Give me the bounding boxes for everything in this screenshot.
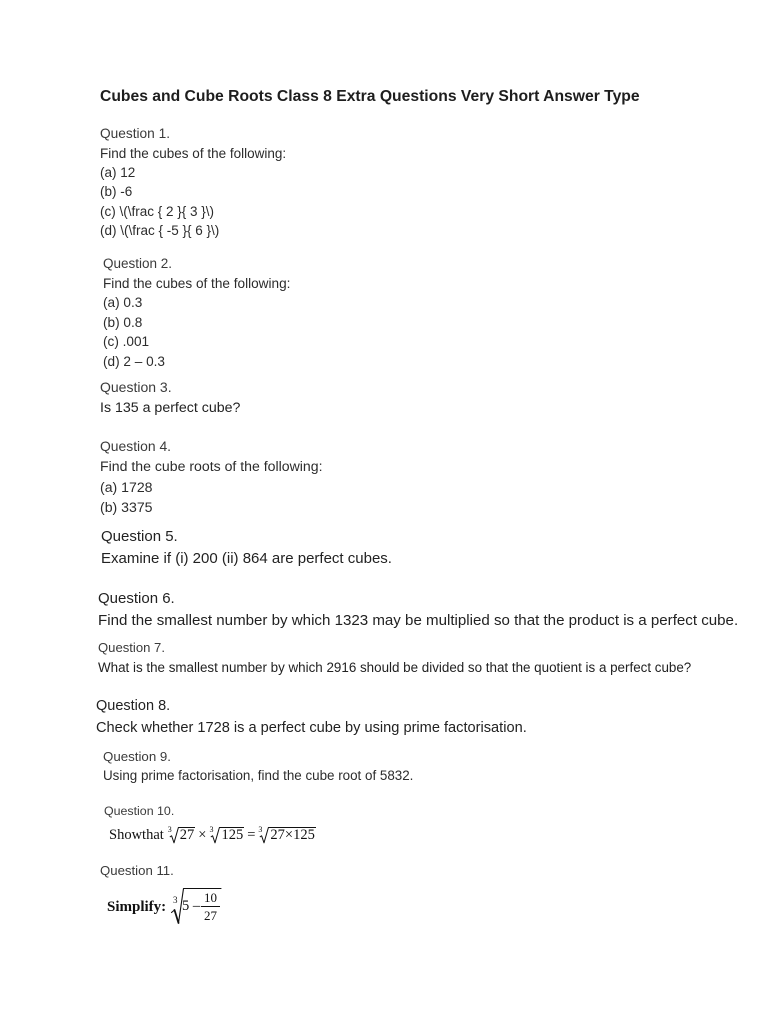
- option-b: (b) 3375: [100, 499, 153, 516]
- root-index: 3: [167, 825, 172, 834]
- option-a: (a) 1728: [100, 479, 153, 496]
- option-b: (b) 0.8: [103, 314, 143, 330]
- question-prompt: Check whether 1728 is a perfect cube by using prime factorisation.: [96, 719, 527, 736]
- fraction-denominator: 27: [204, 908, 217, 923]
- question-label: Question 6.: [98, 589, 175, 607]
- option-d: (d) 2 – 0.3: [103, 353, 165, 369]
- cube-root-27: [168, 827, 196, 844]
- question-prompt: What is the smallest number by which 2916 should be divided so that the quotient is a perfect cube?: [98, 659, 692, 675]
- page-title: Cubes and Cube Roots Class 8 Extra Questions Very Short Answer Type: [100, 88, 640, 106]
- question-prompt: Is 135 a perfect cube?: [100, 400, 241, 417]
- question-label: Question 5.: [101, 527, 178, 545]
- fraction: [201, 890, 220, 923]
- times-operator: ×: [198, 827, 207, 843]
- option-b: (b) -6: [100, 183, 133, 199]
- equals-operator: =: [247, 827, 256, 843]
- cube-root-125: [209, 827, 244, 844]
- question-prompt: Find the cubes of the following:: [100, 145, 287, 161]
- radicand: 27×125: [270, 827, 315, 843]
- question-prompt: Find the cube roots of the following:: [100, 458, 323, 475]
- question-label: Question 10.: [104, 804, 175, 819]
- option-d: (d) \(\frac { -5 }{ 6 }\): [100, 222, 220, 238]
- question-prompt: Using prime factorisation, find the cube root of 5832.: [103, 767, 414, 783]
- radicand: 27: [179, 827, 195, 843]
- cube-root-product: [258, 827, 315, 844]
- question-prompt: Examine if (i) 200 (ii) 864 are perfect cubes.: [101, 549, 392, 567]
- question-label: Question 9.: [103, 748, 172, 764]
- question-label: Question 4.: [100, 438, 172, 455]
- root-index: 3: [209, 825, 214, 834]
- show-that-text: Showthat: [109, 827, 164, 843]
- question-label: Question 1.: [100, 125, 171, 141]
- question-label: Question 8.: [96, 698, 171, 714]
- option-c: (c) \(\frac { 2 }{ 3 }\): [100, 203, 215, 219]
- show-that-expression: [109, 827, 316, 844]
- option-c: (c) .001: [103, 333, 150, 349]
- question-label: Question 11.: [100, 862, 174, 878]
- question-label: Question 2.: [103, 255, 173, 271]
- question-prompt: Find the cubes of the following:: [103, 275, 291, 291]
- root-index: 3: [258, 825, 263, 834]
- simplify-expression: [100, 880, 230, 930]
- simplify-text: Simplify:: [107, 899, 167, 915]
- option-a: (a) 0.3: [103, 294, 143, 310]
- option-a: (a) 12: [100, 164, 136, 180]
- root-index: 3: [173, 895, 178, 905]
- question-label: Question 3.: [100, 379, 172, 396]
- radicand-term: 5 –: [182, 898, 201, 914]
- question-label: Question 7.: [98, 639, 165, 655]
- fraction-bar: [201, 906, 220, 907]
- question-prompt: Find the smallest number by which 1323 may be multiplied so that the product is a perfect cube.: [98, 611, 739, 629]
- fraction-numerator: 10: [204, 890, 217, 905]
- radicand: 125: [221, 827, 244, 843]
